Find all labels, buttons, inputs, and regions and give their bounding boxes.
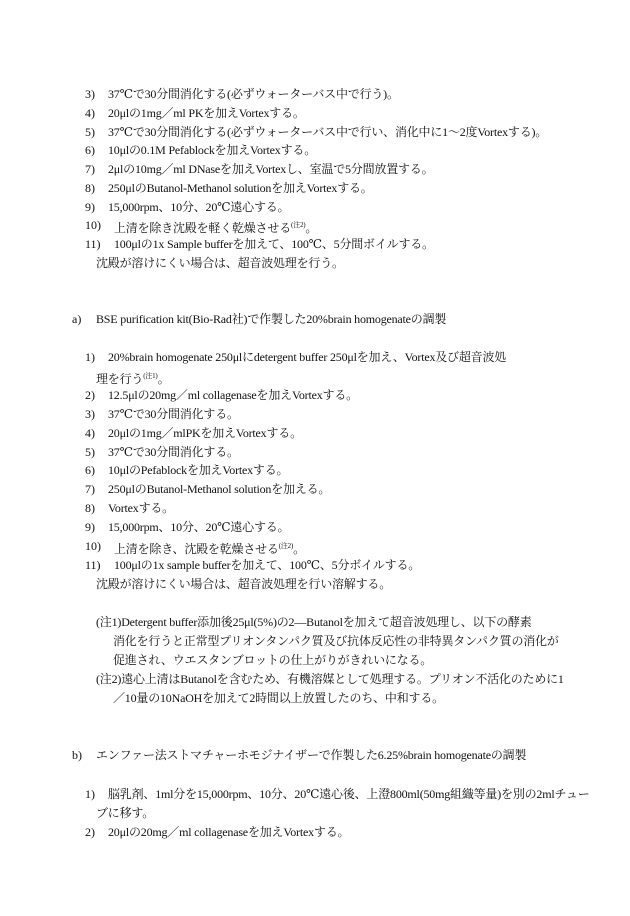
step-number: 11) — [85, 237, 101, 251]
footnote-line: (注1)Detergent buffer添加後25μl(5%)の2―Butanolを加えて超音波処理し、以下の酵素 — [96, 615, 532, 629]
step-number: 7) — [85, 482, 95, 496]
step-number: 5) — [85, 445, 95, 459]
step-number: 1) — [85, 350, 95, 364]
step-number: 4) — [85, 106, 95, 120]
step-text: 100μlの1x sample bufferを加えて、100℃、5分ボイルする。 — [114, 558, 421, 572]
step-text-main: 理を行う — [96, 372, 144, 386]
step-text: 脳乳剤、1ml分を15,000rpm、10分、20℃遠心後、上澄800ml(50mg組織等量)を別の2mlチュー — [108, 787, 590, 801]
step-continuation: 沈殿が溶けにくい場合は、超音波処理を行い溶解する。 — [96, 577, 392, 591]
step-text-tail: 。 — [305, 221, 318, 235]
step-number: 2) — [85, 825, 95, 839]
step-text: 20%brain homogenate 250μlにdetergent buffer 250μlを加え、Vortex及び超音波処 — [108, 350, 507, 364]
step-number: 6) — [85, 463, 95, 477]
step-text: 20μlの1mg／mlPKを加えVortexする。 — [108, 426, 302, 440]
section-title: エンファー法ストマチャーホモジナイザーで作製した6.25%brain homogenateの調製 — [96, 748, 527, 762]
step-number: 6) — [85, 143, 95, 157]
step-text: 15,000rpm、10分、20℃遠心する。 — [108, 200, 290, 214]
step-text-main: 上清を除き、沈殿を乾燥させる — [114, 542, 279, 556]
footnote-ref: (注2) — [278, 542, 294, 550]
step-text: 100μlの1x Sample bufferを加えて、100℃、5分間ボイルする。 — [114, 237, 434, 251]
step-number: 2) — [85, 388, 95, 402]
section-label: a) — [72, 312, 82, 326]
step-text: 20μlの1mg／ml PKを加えVortexする。 — [108, 106, 305, 120]
step-text: 12.5μlの20mg／ml collagenaseを加えVortexする。 — [108, 388, 358, 402]
step-number: 4) — [85, 426, 95, 440]
step-text-tail: 。 — [157, 372, 170, 386]
step-text: 10μlの0.1M Pefablockを加えVortexする。 — [108, 143, 316, 157]
step-text: 2μlの10mg／ml DNaseを加えVortexし、室温で5分間放置する。 — [108, 162, 434, 176]
step-number: 1) — [85, 787, 95, 801]
footnote-ref: (注1) — [143, 372, 158, 380]
step-text: 250μlのButanol-Methanol solutionを加えVortexする。 — [108, 181, 373, 195]
step-number: 10) — [85, 218, 101, 232]
step-continuation: 沈殿が溶けにくい場合は、超音波処理を行う。 — [96, 256, 344, 270]
section-label: b) — [72, 748, 82, 762]
footnote-line: 促進され、ウエスタンブロットの仕上がりがきれいになる。 — [113, 653, 433, 667]
step-text: 15,000rpm、10分、20℃遠心する。 — [108, 520, 290, 534]
step-number: 9) — [85, 200, 95, 214]
step-number: 8) — [85, 501, 95, 515]
step-number: 3) — [85, 87, 95, 101]
step-number: 9) — [85, 520, 95, 534]
step-number: 11) — [85, 558, 101, 572]
step-text: 37℃で30分間消化する。 — [108, 407, 239, 421]
step-text: Vortexする。 — [108, 501, 174, 515]
step-text: 10μlのPefablockを加えVortexする。 — [108, 463, 289, 477]
step-text-main: 上清を除き沈殿を軽く乾燥させる — [114, 221, 292, 235]
footnote-line: ／10量の10NaOHを加えて2時間以上放置したのち、中和する。 — [113, 691, 444, 705]
step-text: 250μlのButanol-Methanol solutionを加える。 — [108, 482, 331, 496]
step-number: 7) — [85, 162, 95, 176]
section-title: BSE purification kit(Bio-Rad社)で作製した20%brain homogenateの調製 — [96, 312, 447, 326]
step-text — [114, 217, 317, 236]
step-number: 5) — [85, 125, 95, 139]
step-text — [114, 538, 305, 557]
step-text: 37℃で30分間消化する(必ずウォーターバス中で行う)。 — [108, 87, 399, 101]
step-text: 20μlの20mg／ml collagenaseを加えVortexする。 — [108, 825, 350, 839]
footnote-ref: (注2) — [291, 221, 306, 229]
step-number: 3) — [85, 407, 95, 421]
step-text: 37℃で30分間消化する(必ずウォーターバス中で行い、消化中に1～2度Vortexする)。 — [108, 125, 548, 139]
step-continuation — [96, 368, 169, 387]
step-continuation: ブに移す。 — [96, 806, 155, 820]
footnote-line: (注2)遠心上清はButanolを含むため、有機溶媒として処理する。プリオン不活化のために1 — [96, 672, 564, 686]
step-text: 37℃で30分間消化する。 — [108, 445, 239, 459]
step-number: 10) — [85, 539, 101, 553]
step-text-tail: 。 — [293, 542, 305, 556]
footnote-line: 消化を行うと正常型プリオンタンパク質及び抗体反応性の非特異タンパク質の消化が — [113, 634, 559, 648]
step-number: 8) — [85, 181, 95, 195]
